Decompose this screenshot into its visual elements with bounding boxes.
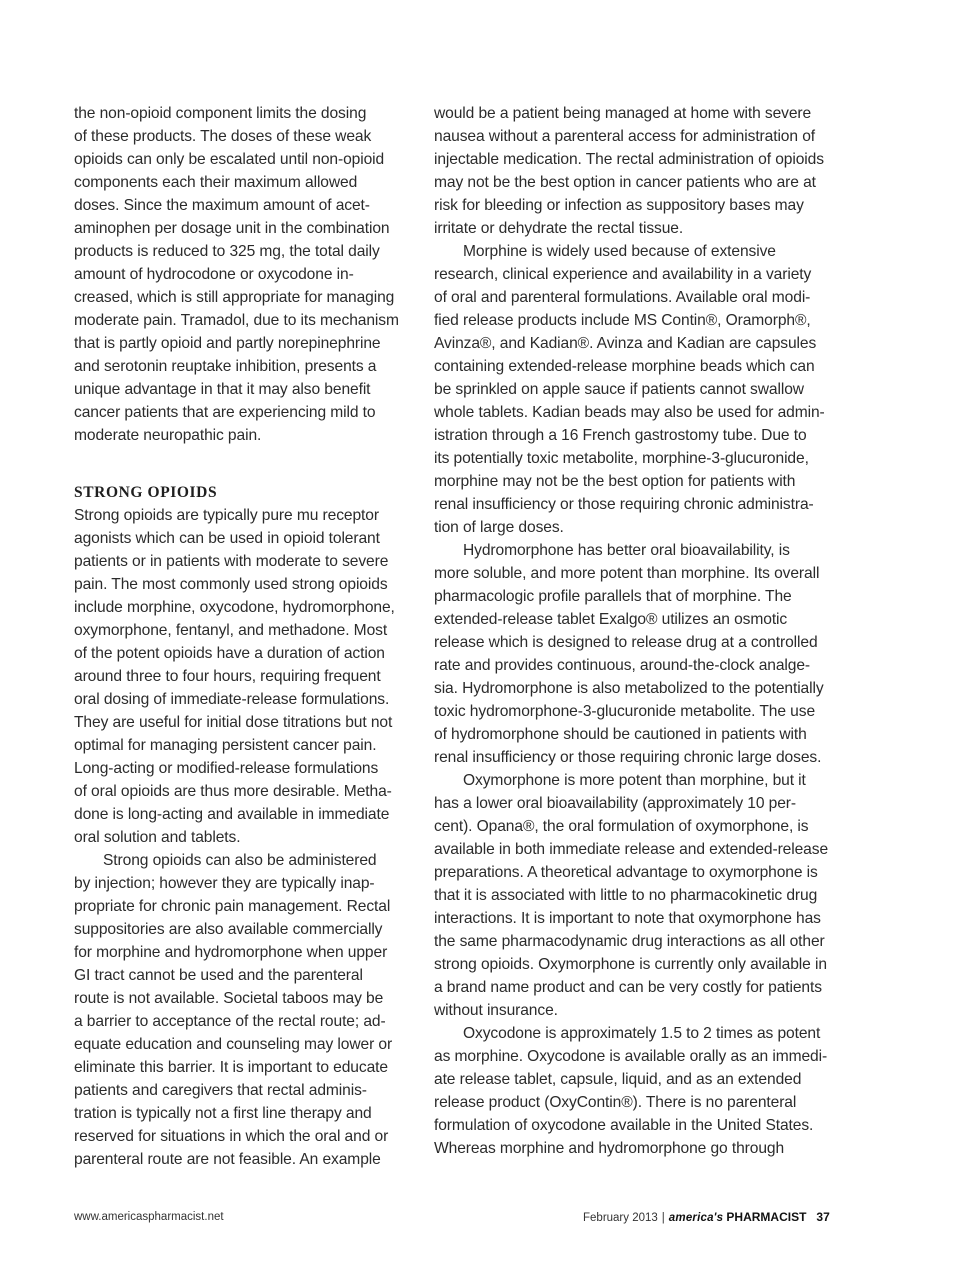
left-column — [74, 102, 416, 1171]
text-line: a barrier to acceptance of the rectal route; ad- — [74, 1013, 386, 1030]
paragraph-rectal-example — [434, 102, 846, 240]
footer-issue — [583, 1208, 830, 1226]
right-column — [434, 102, 846, 1160]
text-line: of oral opioids are thus more desirable. Metha- — [74, 783, 392, 800]
text-line: moderate pain. Tramadol, due to its mechanism — [74, 312, 399, 329]
text-line: propriate for chronic pain management. Rectal — [74, 898, 391, 915]
text-line: extended-release tablet Exalgo® utilizes an osmotic — [434, 611, 788, 628]
text-line: tion of large doses. — [434, 519, 564, 536]
paragraph-oxycodone — [434, 1022, 846, 1160]
text-line: oral dosing of immediate-release formulations. — [74, 691, 390, 708]
text-line: injectable medication. The rectal administration of opioids — [434, 151, 824, 168]
text-line: moderate neuropathic pain. — [74, 427, 262, 444]
text-line: pain. The most commonly used strong opioids — [74, 576, 388, 593]
text-line: renal insufficiency or those requiring chronic large doses. — [434, 749, 822, 766]
text-line: equate education and counseling may lower or — [74, 1036, 393, 1053]
text-line: components each their maximum allowed — [74, 174, 358, 191]
text-line: fied release products include MS Contin®, Oramorph®, — [434, 312, 811, 329]
text-line: of oral and parenteral formulations. Available oral modi- — [434, 289, 811, 306]
text-line: GI tract cannot be used and the parenteral — [74, 967, 363, 984]
text-line: morphine may not be the best option for patients with — [434, 473, 796, 490]
text-line: preparations. A theoretical advantage to oxymorphone is — [434, 864, 818, 881]
footer-url[interactable]: www.americaspharmacist.net — [74, 1211, 224, 1223]
text-line: for morphine and hydromorphone when upper — [74, 944, 388, 961]
footer-brand-americas: america's — [668, 1212, 724, 1224]
text-line: as morphine. Oxycodone is available orally as an immedi- — [434, 1048, 828, 1065]
text-line: risk for bleeding or infection as suppository bases may — [434, 197, 804, 214]
page-number: 37 — [816, 1210, 830, 1224]
text-line: around three to four hours, requiring frequent — [74, 668, 381, 685]
text-line: Morphine is widely used because of extensive — [463, 243, 776, 260]
text-line: patients or in patients with moderate to severe — [74, 553, 389, 570]
text-line: products is reduced to 325 mg, the total daily — [74, 243, 380, 260]
text-line: of these products. The doses of these weak — [74, 128, 372, 145]
text-line: cancer patients that are experiencing mild to — [74, 404, 376, 421]
text-line: the non-opioid component limits the dosing — [74, 105, 367, 122]
text-line: ate release tablet, capsule, liquid, and as an extended — [434, 1071, 802, 1088]
text-line: Hydromorphone has better oral bioavailability, is — [463, 542, 790, 559]
paragraph-strong-opioids-intro — [74, 504, 416, 849]
text-line: Long-acting or modified-release formulations — [74, 760, 379, 777]
text-line: optimal for managing persistent cancer pain. — [74, 737, 377, 754]
text-line: Strong opioids can also be administered — [103, 852, 377, 869]
text-line: containing extended-release morphine beads which can — [434, 358, 815, 375]
text-line: toxic hydromorphone-3-glucuronide metabolite. The use — [434, 703, 816, 720]
text-line: that is partly opioid and partly norepinephrine — [74, 335, 381, 352]
paragraph-morphine — [434, 240, 846, 539]
text-line: of hydromorphone should be cautioned in patients with — [434, 726, 807, 743]
text-line: irritate or dehydrate the rectal tissue. — [434, 220, 684, 237]
footer-brand-pharmacist: PHARMACIST — [726, 1210, 807, 1224]
text-line: by injection; however they are typically inap- — [74, 875, 375, 892]
text-line: sia. Hydromorphone is also metabolized to the potentially — [434, 680, 824, 697]
text-line: eliminate this barrier. It is important to educate — [74, 1059, 388, 1076]
text-line: release which is designed to release drug at a controlled — [434, 634, 818, 651]
text-line: whole tablets. Kadian beads may also be used for admin- — [434, 404, 825, 421]
text-line: Oxymorphone is more potent than morphine, but it — [463, 772, 806, 789]
text-line: release product (OxyContin®). There is no parenteral — [434, 1094, 797, 1111]
text-line: the same pharmacodynamic drug interactions as all other — [434, 933, 825, 950]
text-line: strong opioids. Oxymorphone is currently only available in — [434, 956, 827, 973]
footer-date: February 2013 — [583, 1212, 658, 1224]
text-line: patients and caregivers that rectal adminis- — [74, 1082, 367, 1099]
text-line: available in both immediate release and extended-release — [434, 841, 829, 858]
text-line: of the potent opioids have a duration of action — [74, 645, 385, 662]
text-line: interactions. It is important to note that oxymorphone has — [434, 910, 821, 927]
text-line: parenteral route are not feasible. An example — [74, 1151, 381, 1168]
text-line: creased, which is still appropriate for managing — [74, 289, 395, 306]
text-line: pharmacologic profile parallels that of morphine. The — [434, 588, 792, 605]
text-line: more soluble, and more potent than morphine. Its overall — [434, 565, 820, 582]
text-line: route is not available. Societal taboos may be — [74, 990, 384, 1007]
text-line: that it is associated with little to no pharmacokinetic drug — [434, 887, 818, 904]
text-line: doses. Since the maximum amount of acet- — [74, 197, 370, 214]
text-line: may not be the best option in cancer patients who are at — [434, 174, 816, 191]
text-line: suppositories are also available commercially — [74, 921, 383, 938]
text-line: amount of hydrocodone or oxycodone in- — [74, 266, 354, 283]
text-line: agonists which can be used in opioid tolerant — [74, 530, 380, 547]
paragraph-strong-opioids-injection — [74, 849, 416, 1171]
text-line: renal insufficiency or those requiring chronic administra- — [434, 496, 814, 513]
paragraph-hydromorphone — [434, 539, 846, 769]
text-line: would be a patient being managed at home with severe — [434, 105, 812, 122]
paragraph-oxymorphone — [434, 769, 846, 1022]
spacer — [74, 447, 416, 470]
section-heading-strong-opioids: STRONG OPIOIDS — [74, 484, 218, 501]
footer-separator: | — [661, 1212, 665, 1224]
text-line: tration is typically not a first line therapy and — [74, 1105, 372, 1122]
text-line: istration through a 16 French gastrostomy tube. Due to — [434, 427, 807, 444]
text-line: cent). Opana®, the oral formulation of oxymorphone, is — [434, 818, 809, 835]
text-line: its potentially toxic metabolite, morphine-3-glucuronide, — [434, 450, 809, 467]
text-line: reserved for situations in which the oral and or — [74, 1128, 389, 1145]
text-line: a brand name product and can be very costly for patients — [434, 979, 822, 996]
text-line: rate and provides continuous, around-the-clock analge- — [434, 657, 811, 674]
text-line: without insurance. — [434, 1002, 558, 1019]
text-line: They are useful for initial dose titrations but not — [74, 714, 393, 731]
text-line: include morphine, oxycodone, hydromorphone, — [74, 599, 395, 616]
text-line: opioids can only be escalated until non-opioid — [74, 151, 385, 168]
text-line: done is long-acting and available in immediate — [74, 806, 390, 823]
text-line: formulation of oxycodone available in the United States. — [434, 1117, 814, 1134]
text-line: Strong opioids are typically pure mu receptor — [74, 507, 379, 524]
text-line: be sprinkled on apple sauce if patients cannot swallow — [434, 381, 804, 398]
text-line: nausea without a parenteral access for administration of — [434, 128, 815, 145]
text-line: oral solution and tablets. — [74, 829, 241, 846]
text-line: Oxycodone is approximately 1.5 to 2 times as potent — [463, 1025, 821, 1042]
text-line: Whereas morphine and hydromorphone go through — [434, 1140, 785, 1157]
text-line: and serotonin reuptake inhibition, presents a — [74, 358, 377, 375]
text-line: oxymorphone, fentanyl, and methadone. Most — [74, 622, 388, 639]
text-line: aminophen per dosage unit in the combination — [74, 220, 390, 237]
text-line: unique advantage in that it may also benefit — [74, 381, 371, 398]
text-line: has a lower oral bioavailability (approximately 10 per- — [434, 795, 796, 812]
text-line: research, clinical experience and availability in a variety — [434, 266, 812, 283]
text-line: Avinza®, and Kadian®. Avinza and Kadian are capsules — [434, 335, 817, 352]
paragraph-weak-opioids-continued — [74, 102, 416, 470]
